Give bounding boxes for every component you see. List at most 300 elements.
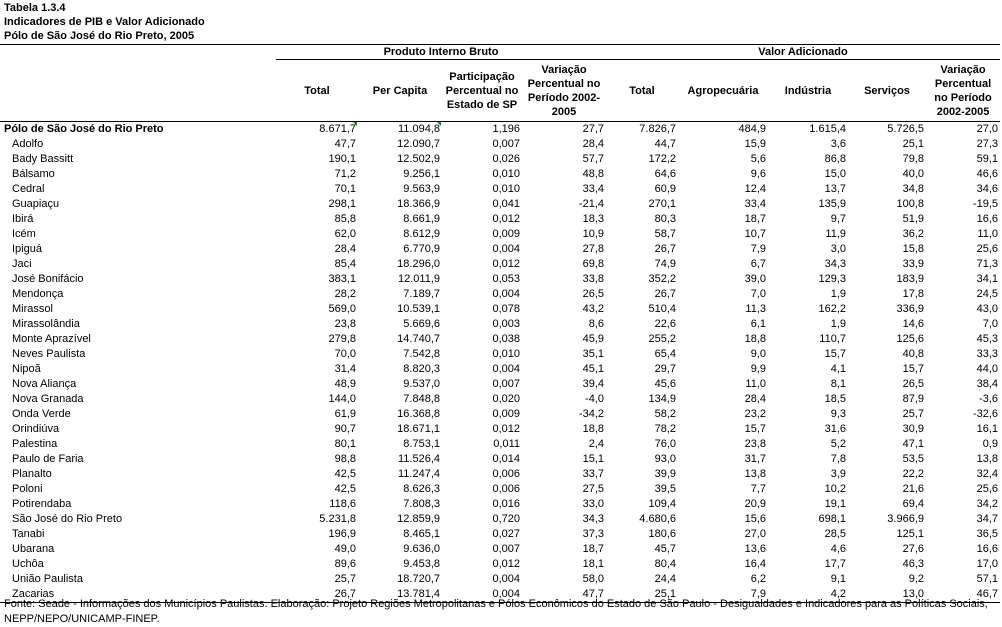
municipality-cell: Bálsamo bbox=[12, 168, 55, 180]
per-capita-cell: 9.537,0 bbox=[403, 378, 440, 390]
servicos-cell: 14,6 bbox=[902, 318, 924, 330]
municipality-cell: Guapiaçu bbox=[12, 198, 60, 210]
servicos-cell: 27,6 bbox=[902, 543, 924, 555]
agropecuaria-cell: 10,7 bbox=[744, 228, 766, 240]
agropecuaria-cell: 12,4 bbox=[744, 183, 766, 195]
va-total-cell: 76,0 bbox=[654, 438, 676, 450]
variacao-pib-cell: 45,1 bbox=[582, 363, 604, 375]
participacao-cell: 0,038 bbox=[492, 333, 520, 345]
variacao-va-cell: -3,6 bbox=[979, 393, 999, 405]
table-row bbox=[0, 407, 1000, 422]
servicos-cell: 36,2 bbox=[902, 228, 924, 240]
va-total-cell: 134,9 bbox=[648, 393, 676, 405]
table-row bbox=[0, 557, 1000, 572]
municipality-cell: Zacarias bbox=[0, 587, 276, 603]
industria-cell: 5,2 bbox=[830, 438, 846, 450]
agropecuaria-cell: 18,7 bbox=[744, 213, 766, 225]
variacao-va-cell: 33,3 bbox=[976, 348, 999, 360]
group-header-pib: Produto Interno Bruto bbox=[276, 45, 606, 60]
participacao-cell: 0,004 bbox=[492, 363, 520, 375]
pib-total-cell: 71,2 bbox=[334, 168, 356, 180]
variacao-va-cell: 25,6 bbox=[976, 243, 999, 255]
col-header-participacao: Participação Percentual no Estado de SP bbox=[442, 60, 522, 122]
table-row bbox=[0, 542, 1000, 557]
municipality-cell: Ipiguá bbox=[12, 243, 42, 255]
industria-cell: 9,3 bbox=[830, 408, 846, 420]
variacao-va-cell: 25,6 bbox=[976, 483, 999, 495]
participacao-cell: 0,007 bbox=[492, 543, 520, 555]
table-row bbox=[0, 152, 1000, 167]
agropecuaria-cell: 6,7 bbox=[750, 258, 766, 270]
municipality-cell: Nipoã bbox=[12, 363, 41, 375]
participacao-cell: 0,007 bbox=[492, 378, 520, 390]
col-header-variacao-pib: Variação Percentual no Período 2002-2005 bbox=[522, 60, 606, 122]
per-capita-cell: 12.011,9 bbox=[397, 273, 440, 285]
pib-total-cell: 298,1 bbox=[328, 198, 356, 210]
va-total-cell: 4.680,6 bbox=[639, 513, 676, 525]
participacao-cell: 0,012 bbox=[492, 558, 520, 570]
industria-cell: 4,1 bbox=[830, 363, 846, 375]
pib-total-cell: 49,0 bbox=[334, 543, 356, 555]
va-total-cell: 80,3 bbox=[654, 213, 676, 225]
servicos-cell: 13,0 bbox=[848, 587, 926, 603]
servicos-cell: 9,2 bbox=[908, 573, 924, 585]
municipality-cell: Ibirá bbox=[12, 213, 34, 225]
servicos-cell: 21,6 bbox=[902, 483, 924, 495]
industria-cell: 15,7 bbox=[824, 348, 846, 360]
servicos-cell: 336,9 bbox=[896, 303, 924, 315]
per-capita-cell: 11.526,4 bbox=[397, 453, 440, 465]
va-total-cell: 39,5 bbox=[654, 483, 676, 495]
per-capita-cell: 7.808,3 bbox=[403, 498, 440, 510]
va-total-cell: 78,2 bbox=[654, 423, 676, 435]
agropecuaria-cell: 6,1 bbox=[750, 318, 766, 330]
variacao-pib-cell: 48,8 bbox=[582, 168, 604, 180]
table-row bbox=[0, 257, 1000, 272]
participacao-cell: 0,078 bbox=[492, 303, 520, 315]
variacao-va-cell: 34,7 bbox=[976, 513, 999, 525]
pib-total-cell: 5.231,8 bbox=[319, 513, 356, 525]
municipality-cell: José Bonifácio bbox=[12, 273, 84, 285]
agropecuaria-cell: 23,2 bbox=[744, 408, 766, 420]
participacao-cell: 0,009 bbox=[492, 228, 520, 240]
participacao-cell: 0,006 bbox=[492, 468, 520, 480]
agropecuaria-cell: 20,9 bbox=[744, 498, 766, 510]
participacao-cell: 0,003 bbox=[492, 318, 520, 330]
municipality-cell: Onda Verde bbox=[12, 408, 71, 420]
participacao-cell: 0,009 bbox=[492, 408, 520, 420]
variacao-pib-cell: 18,3 bbox=[582, 213, 604, 225]
participacao-cell: 0,720 bbox=[492, 513, 520, 525]
industria-cell: 31,6 bbox=[824, 423, 846, 435]
table-row bbox=[0, 392, 1000, 407]
variacao-pib-cell: 2,4 bbox=[588, 438, 604, 450]
participacao-cell: 0,004 bbox=[492, 573, 520, 585]
agropecuaria-cell: 9,6 bbox=[750, 168, 766, 180]
agropecuaria-cell: 39,0 bbox=[744, 273, 766, 285]
table-title-block bbox=[4, 1, 205, 43]
pib-total-cell: 383,1 bbox=[328, 273, 356, 285]
agropecuaria-cell: 27,0 bbox=[744, 528, 766, 540]
variacao-pib-cell: 35,1 bbox=[582, 348, 604, 360]
servicos-cell: 40,0 bbox=[902, 168, 924, 180]
table-row bbox=[0, 167, 1000, 182]
va-total-cell: 26,7 bbox=[654, 288, 676, 300]
col-header-variacao-va: Variação Percentual no Período 2002-2005 bbox=[926, 60, 1000, 122]
per-capita-cell: 16.368,8 bbox=[397, 408, 440, 420]
participacao-cell: 0,010 bbox=[492, 168, 520, 180]
pib-total-cell: 23,8 bbox=[334, 318, 356, 330]
participacao-cell: 0,012 bbox=[492, 258, 520, 270]
servicos-cell: 125,6 bbox=[896, 333, 924, 345]
industria-cell: 28,5 bbox=[824, 528, 846, 540]
variacao-va-cell: 17,0 bbox=[976, 558, 999, 570]
municipality-cell: Mirassol bbox=[12, 303, 53, 315]
agropecuaria-cell: 11,3 bbox=[745, 303, 766, 315]
per-capita-cell: 8.612,9 bbox=[403, 228, 440, 240]
pib-total-cell: 25,7 bbox=[334, 573, 356, 585]
industria-cell: 1,9 bbox=[830, 318, 846, 330]
va-total-cell: 58,7 bbox=[654, 228, 676, 240]
participacao-cell: 0,053 bbox=[492, 273, 520, 285]
variacao-va-cell: 27,3 bbox=[976, 138, 999, 150]
per-capita-cell: 8.753,1 bbox=[403, 438, 440, 450]
industria-cell: 7,8 bbox=[830, 453, 846, 465]
table-row bbox=[0, 422, 1000, 437]
blank-header-cell bbox=[0, 45, 276, 60]
industria-cell: 135,9 bbox=[818, 198, 846, 210]
participacao-cell: 0,010 bbox=[492, 348, 520, 360]
table-row bbox=[0, 332, 1000, 347]
agropecuaria-cell: 7,9 bbox=[750, 243, 766, 255]
servicos-cell: 87,9 bbox=[902, 393, 924, 405]
variacao-pib-cell: 27,5 bbox=[582, 483, 604, 495]
participacao-cell: 0,004 bbox=[492, 243, 520, 255]
blank-header-cell bbox=[0, 60, 276, 122]
va-total-cell: 60,9 bbox=[654, 183, 676, 195]
municipality-cell: Adolfo bbox=[12, 138, 44, 150]
variacao-pib-cell: 26,5 bbox=[582, 288, 604, 300]
per-capita-cell: 8.820,3 bbox=[403, 363, 440, 375]
industria-cell: 18,5 bbox=[824, 393, 846, 405]
participacao-cell: 0,004 bbox=[492, 288, 520, 300]
variacao-va-cell: 34,1 bbox=[976, 273, 999, 285]
va-total-cell: 80,4 bbox=[654, 558, 676, 570]
variacao-va-cell: 13,8 bbox=[976, 453, 999, 465]
pib-total-cell: 279,8 bbox=[328, 333, 356, 345]
va-total-cell: 25,1 bbox=[606, 587, 678, 603]
table-row bbox=[0, 137, 1000, 152]
pib-total-cell: 28,4 bbox=[334, 243, 356, 255]
variacao-pib-cell: 10,9 bbox=[582, 228, 604, 240]
participacao-cell: 0,020 bbox=[492, 393, 520, 405]
servicos-cell: 46,3 bbox=[902, 558, 924, 570]
va-total-cell: 64,6 bbox=[654, 168, 676, 180]
industria-cell: 3,6 bbox=[830, 138, 846, 150]
source-note: Fonte: Seade - Informações dos Municípios Paulistas. Elaboração: Projeto Regiões Metropolitanas e Pólos Econômicos do Estado de São Paulo - Desigualdades e Indicadores para as Políticas Sociais, NEPP/NEPO/UNICAMP-FINEP. bbox=[4, 598, 988, 625]
per-capita-cell: 11.247,4 bbox=[397, 468, 440, 480]
variacao-va-cell: 57,1 bbox=[976, 573, 999, 585]
agropecuaria-cell: 13,6 bbox=[744, 543, 766, 555]
per-capita-cell: 8.465,1 bbox=[403, 528, 440, 540]
industria-cell: 10,2 bbox=[824, 483, 846, 495]
municipality-cell: Bady Bassitt bbox=[12, 153, 74, 165]
agropecuaria-cell: 13,8 bbox=[744, 468, 766, 480]
variacao-va-cell: 59,1 bbox=[976, 153, 999, 165]
pib-total-cell: 8.671,7 bbox=[319, 123, 356, 135]
table-row bbox=[0, 242, 1000, 257]
variacao-pib-cell: -34,2 bbox=[578, 408, 604, 420]
table-row bbox=[0, 272, 1000, 287]
municipality-cell: Palestina bbox=[12, 438, 58, 450]
per-capita-cell: 9.563,9 bbox=[403, 183, 440, 195]
per-capita-cell: 7.542,8 bbox=[403, 348, 440, 360]
pib-total-cell: 62,0 bbox=[334, 228, 356, 240]
variacao-va-cell: 36,5 bbox=[976, 528, 999, 540]
pib-total-cell: 569,0 bbox=[328, 303, 356, 315]
industria-cell: 698,1 bbox=[818, 513, 846, 525]
industria-cell: 3,9 bbox=[830, 468, 846, 480]
pib-total-cell: 70,0 bbox=[334, 348, 356, 360]
per-capita-cell: 6.770,9 bbox=[403, 243, 440, 255]
municipality-cell: Ubarana bbox=[12, 543, 55, 555]
participacao-cell: 0,016 bbox=[492, 498, 520, 510]
participacao-cell: 0,004 bbox=[442, 587, 522, 603]
per-capita-cell: 12.090,7 bbox=[397, 138, 440, 150]
industria-cell: 1,9 bbox=[830, 288, 846, 300]
va-total-cell: 510,4 bbox=[648, 303, 676, 315]
municipality-cell: Neves Paulista bbox=[12, 348, 86, 360]
col-header-pib-total: Total bbox=[276, 60, 358, 122]
per-capita-cell: 18.366,9 bbox=[397, 198, 440, 210]
va-total-cell: 58,2 bbox=[654, 408, 676, 420]
servicos-cell: 25,1 bbox=[902, 138, 924, 150]
table-body bbox=[0, 122, 1000, 603]
participacao-cell: 0,014 bbox=[492, 453, 520, 465]
servicos-cell: 22,2 bbox=[902, 468, 924, 480]
municipality-cell: São José do Rio Preto bbox=[12, 513, 123, 525]
col-header-per-capita: Per Capita bbox=[358, 60, 442, 122]
variacao-pib-cell: 37,3 bbox=[582, 528, 604, 540]
variacao-pib-cell: 8,6 bbox=[588, 318, 604, 330]
servicos-cell: 53,5 bbox=[902, 453, 924, 465]
industria-cell: 9,7 bbox=[830, 213, 846, 225]
pib-total-cell: 48,9 bbox=[334, 378, 356, 390]
servicos-cell: 3.966,9 bbox=[887, 513, 924, 525]
industria-cell: 9,1 bbox=[830, 573, 846, 585]
variacao-pib-cell: 69,8 bbox=[582, 258, 604, 270]
va-total-cell: 7.826,7 bbox=[639, 123, 676, 135]
industria-cell: 162,2 bbox=[818, 303, 846, 315]
variacao-va-cell: 7,0 bbox=[982, 318, 999, 330]
servicos-cell: 100,8 bbox=[896, 198, 924, 210]
per-capita-cell: 10.539,1 bbox=[397, 303, 440, 315]
agropecuaria-cell: 6,2 bbox=[750, 573, 766, 585]
variacao-pib-cell: 47,7 bbox=[522, 587, 606, 603]
table-row bbox=[0, 572, 1000, 587]
pib-total-cell: 47,7 bbox=[334, 138, 356, 150]
municipality-cell: Poloni bbox=[12, 483, 43, 495]
va-total-cell: 352,2 bbox=[648, 273, 676, 285]
municipality-cell: Monte Aprazível bbox=[12, 333, 91, 345]
table-row bbox=[0, 197, 1000, 212]
variacao-va-cell: 46,6 bbox=[976, 168, 999, 180]
per-capita-cell: 7.189,7 bbox=[403, 288, 440, 300]
va-total-cell: 65,4 bbox=[654, 348, 676, 360]
servicos-cell: 40,8 bbox=[902, 348, 924, 360]
servicos-cell: 34,8 bbox=[902, 183, 924, 195]
variacao-va-cell: 43,0 bbox=[976, 303, 999, 315]
servicos-cell: 17,8 bbox=[902, 288, 924, 300]
group-header-va: Valor Adicionado bbox=[606, 45, 1000, 60]
agropecuaria-cell: 23,8 bbox=[744, 438, 766, 450]
per-capita-cell: 12.859,9 bbox=[397, 513, 440, 525]
agropecuaria-cell: 9,9 bbox=[750, 363, 766, 375]
va-total-cell: 270,1 bbox=[648, 198, 676, 210]
table-row bbox=[0, 212, 1000, 227]
pib-total-cell: 118,6 bbox=[329, 498, 356, 510]
servicos-cell: 5.726,5 bbox=[887, 123, 924, 135]
municipality-cell: Potirendaba bbox=[12, 498, 72, 510]
servicos-cell: 51,9 bbox=[902, 213, 924, 225]
column-header-row bbox=[0, 60, 1000, 122]
industria-cell: 4,2 bbox=[768, 587, 848, 603]
municipality-cell: Mendonça bbox=[12, 288, 64, 300]
municipality-cell: Cedral bbox=[12, 183, 45, 195]
variacao-va-cell: 44,0 bbox=[976, 363, 999, 375]
servicos-cell: 125,1 bbox=[896, 528, 924, 540]
servicos-cell: 26,5 bbox=[902, 378, 924, 390]
variacao-pib-cell: -21,4 bbox=[578, 198, 604, 210]
municipality-cell: Tanabi bbox=[12, 528, 45, 540]
pib-total-cell: 42,5 bbox=[334, 483, 356, 495]
agropecuaria-cell: 33,4 bbox=[744, 198, 766, 210]
variacao-va-cell: 16,6 bbox=[976, 213, 999, 225]
pib-total-cell: 144,0 bbox=[328, 393, 356, 405]
table-row bbox=[0, 437, 1000, 452]
va-total-cell: 172,2 bbox=[648, 153, 676, 165]
industria-cell: 4,6 bbox=[830, 543, 846, 555]
table-row bbox=[0, 362, 1000, 377]
industria-cell: 34,3 bbox=[824, 258, 846, 270]
variacao-va-cell: 27,0 bbox=[976, 123, 999, 135]
per-capita-cell: 8.626,3 bbox=[403, 483, 440, 495]
agropecuaria-cell: 7,7 bbox=[750, 483, 766, 495]
per-capita-cell: 14.740,7 bbox=[397, 333, 440, 345]
pib-total-cell: 90,7 bbox=[334, 423, 356, 435]
agropecuaria-cell: 16,4 bbox=[744, 558, 766, 570]
per-capita-cell: 18.296,0 bbox=[397, 258, 440, 270]
industria-cell: 13,7 bbox=[824, 183, 846, 195]
agropecuaria-cell: 9,0 bbox=[750, 348, 766, 360]
table-row bbox=[0, 482, 1000, 497]
per-capita-cell: 12.502,9 bbox=[397, 153, 440, 165]
variacao-pib-cell: 58,0 bbox=[582, 573, 604, 585]
variacao-va-cell: 11,0 bbox=[977, 228, 999, 240]
per-capita-cell: 7.848,8 bbox=[403, 393, 440, 405]
variacao-pib-cell: 15,1 bbox=[582, 453, 604, 465]
variacao-pib-cell: 43,2 bbox=[582, 303, 604, 315]
industria-cell: 129,3 bbox=[818, 273, 846, 285]
variacao-pib-cell: 27,7 bbox=[582, 123, 604, 135]
variacao-pib-cell: 18,1 bbox=[582, 558, 604, 570]
agropecuaria-cell: 15,7 bbox=[744, 423, 766, 435]
va-total-cell: 29,7 bbox=[654, 363, 676, 375]
pib-total-cell: 28,2 bbox=[334, 288, 356, 300]
variacao-pib-cell: 28,4 bbox=[582, 138, 604, 150]
va-total-cell: 255,2 bbox=[648, 333, 676, 345]
industria-cell: 110,7 bbox=[819, 333, 846, 345]
variacao-va-cell: 46,7 bbox=[926, 587, 1000, 603]
pib-total-cell: 85,4 bbox=[334, 258, 356, 270]
agropecuaria-cell: 28,4 bbox=[744, 393, 766, 405]
va-total-cell: 45,7 bbox=[654, 543, 676, 555]
pib-total-cell: 80,1 bbox=[334, 438, 356, 450]
participacao-cell: 0,041 bbox=[492, 198, 520, 210]
industria-cell: 11,9 bbox=[825, 228, 846, 240]
servicos-cell: 33,9 bbox=[902, 258, 924, 270]
pib-total-cell: 190,1 bbox=[328, 153, 356, 165]
municipality-cell: União Paulista bbox=[12, 573, 83, 585]
variacao-va-cell: 24,5 bbox=[976, 288, 999, 300]
municipality-cell: Nova Aliança bbox=[12, 378, 77, 390]
per-capita-cell: 9.636,0 bbox=[403, 543, 440, 555]
va-total-cell: 45,6 bbox=[654, 378, 676, 390]
table-row bbox=[0, 182, 1000, 197]
industria-cell: 86,8 bbox=[824, 153, 846, 165]
agropecuaria-cell: 11,0 bbox=[745, 378, 766, 390]
pib-total-cell: 98,8 bbox=[334, 453, 356, 465]
variacao-va-cell: 16,6 bbox=[976, 543, 999, 555]
per-capita-cell: 5.669,6 bbox=[403, 318, 440, 330]
variacao-pib-cell: 34,3 bbox=[582, 513, 604, 525]
va-total-cell: 93,0 bbox=[654, 453, 676, 465]
col-header-va-total: Total bbox=[606, 60, 678, 122]
industria-cell: 19,1 bbox=[824, 498, 846, 510]
variacao-pib-cell: 33,7 bbox=[582, 468, 604, 480]
industria-cell: 15,0 bbox=[824, 168, 846, 180]
table-row bbox=[0, 467, 1000, 482]
industria-cell: 3,0 bbox=[830, 243, 846, 255]
variacao-pib-cell: 39,4 bbox=[582, 378, 604, 390]
industria-cell: 8,1 bbox=[830, 378, 846, 390]
variacao-pib-cell: 33,0 bbox=[582, 498, 604, 510]
participacao-cell: 0,006 bbox=[492, 483, 520, 495]
servicos-cell: 30,9 bbox=[902, 423, 924, 435]
variacao-pib-cell: 45,9 bbox=[582, 333, 604, 345]
table-title: Indicadores de PIB e Valor Adicionado bbox=[4, 16, 205, 28]
servicos-cell: 183,9 bbox=[896, 273, 924, 285]
per-capita-cell: 18.720,7 bbox=[397, 573, 440, 585]
pib-total-cell: 196,9 bbox=[328, 528, 356, 540]
municipality-cell: Mirassolândia bbox=[12, 318, 80, 330]
indicators-table bbox=[0, 44, 1000, 603]
table-row bbox=[0, 452, 1000, 467]
va-total-cell: 74,9 bbox=[654, 258, 676, 270]
industria-cell: 17,7 bbox=[824, 558, 846, 570]
agropecuaria-cell: 7,0 bbox=[750, 288, 766, 300]
col-header-agropecuaria: Agropecuária bbox=[678, 60, 768, 122]
pib-total-cell: 89,6 bbox=[334, 558, 356, 570]
va-total-cell: 109,4 bbox=[648, 498, 676, 510]
agropecuaria-cell: 18,8 bbox=[744, 333, 766, 345]
agropecuaria-cell: 15,9 bbox=[744, 138, 766, 150]
variacao-va-cell: 34,2 bbox=[976, 498, 999, 510]
servicos-cell: 79,8 bbox=[902, 153, 924, 165]
variacao-pib-cell: 57,7 bbox=[582, 153, 604, 165]
va-total-cell: 44,7 bbox=[654, 138, 676, 150]
variacao-pib-cell: 33,8 bbox=[582, 273, 604, 285]
